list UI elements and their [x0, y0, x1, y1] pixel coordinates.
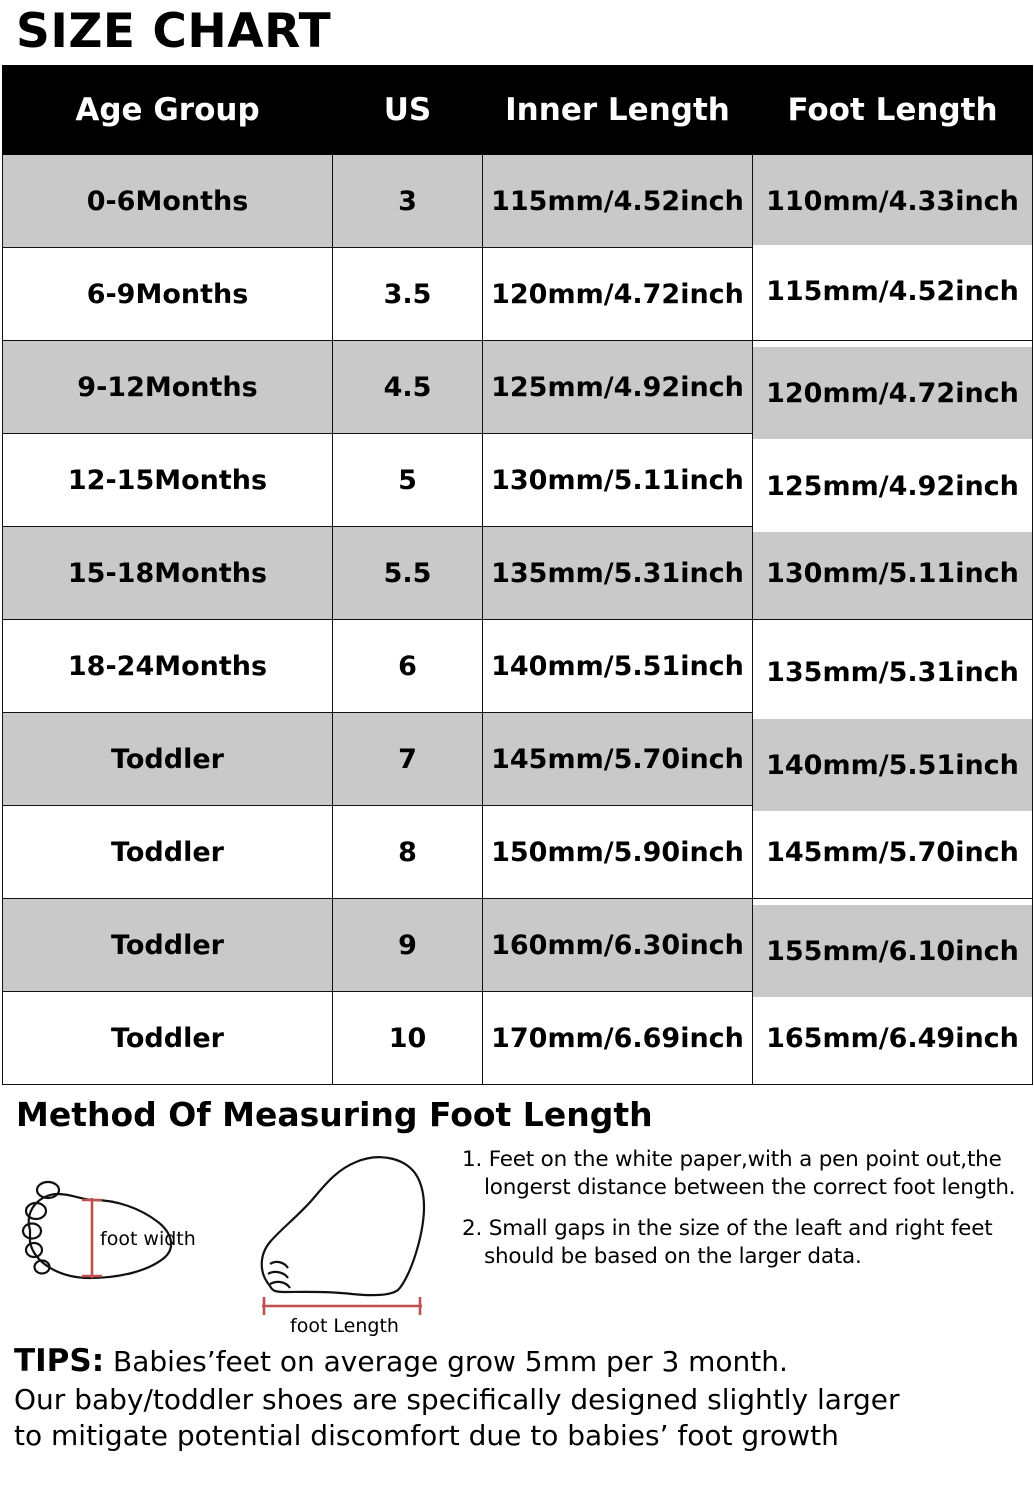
size-chart-table — [2, 65, 1033, 1085]
table-row — [3, 992, 1033, 1085]
instruction-step-2-line-2: should be based on the larger data. — [484, 1244, 862, 1270]
table-body — [3, 155, 1033, 1085]
cell-age-group: 18-24Months — [3, 620, 333, 713]
tips-line-1 — [14, 1342, 1032, 1382]
cell-us: 9 — [333, 899, 483, 992]
table-row — [3, 806, 1033, 899]
cell-foot-length: 155mm/6.10inch — [753, 905, 1033, 998]
cell-inner-length: 135mm/5.31inch — [483, 527, 753, 620]
column-header-inner-length: Inner Length — [483, 66, 753, 155]
foot-diagram-svg — [12, 1138, 462, 1338]
tips-section — [2, 1338, 1032, 1453]
instruction-step-2 — [462, 1215, 1024, 1272]
cell-us: 3 — [333, 155, 483, 248]
foot-width-arrow-icon — [82, 1198, 102, 1278]
foot-length-label: foot Length — [290, 1315, 399, 1337]
foot-length-diagram-icon — [262, 1157, 424, 1295]
cell-age-group: 9-12Months — [3, 341, 333, 434]
instruction-step-1-line-2: longerst distance between the correct foot length. — [484, 1175, 1016, 1201]
cell-age-group: 0-6Months — [3, 155, 333, 248]
cell-inner-length: 120mm/4.72inch — [483, 248, 753, 341]
method-section — [2, 1138, 1032, 1338]
cell-inner-length: 130mm/5.11inch — [483, 434, 753, 527]
cell-foot-length: 120mm/4.72inch — [753, 347, 1033, 440]
table-header-row — [3, 66, 1033, 155]
cell-age-group: 12-15Months — [3, 434, 333, 527]
cell-us: 3.5 — [333, 248, 483, 341]
measuring-instructions — [462, 1138, 1024, 1284]
cell-inner-length: 170mm/6.69inch — [483, 992, 753, 1085]
cell-age-group: Toddler — [3, 992, 333, 1085]
table-row — [3, 713, 1033, 806]
cell-us: 7 — [333, 713, 483, 806]
cell-age-group: Toddler — [3, 899, 333, 992]
table-row — [3, 620, 1033, 713]
table-row — [3, 899, 1033, 992]
cell-inner-length: 160mm/6.30inch — [483, 899, 753, 992]
cell-age-group: Toddler — [3, 806, 333, 899]
foot-length-arrow-icon — [262, 1297, 422, 1315]
page-title: SIZE CHART — [16, 4, 332, 59]
cell-foot-length: 110mm/4.33inch — [753, 155, 1033, 248]
tips-line-2: Our baby/toddler shoes are specifically designed slightly larger — [14, 1382, 900, 1416]
table-row — [3, 248, 1033, 341]
instruction-step-2-line-1: 2. Small gaps in the size of the leaft and right feet — [462, 1215, 993, 1241]
cell-foot-length: 145mm/5.70inch — [753, 806, 1033, 899]
cell-us: 5.5 — [333, 527, 483, 620]
tips-line-3: to mitigate potential discomfort due to babies’ foot growth — [14, 1418, 839, 1452]
table-row — [3, 341, 1033, 434]
column-header-age-group: Age Group — [3, 66, 333, 155]
foot-width-label: foot width — [100, 1228, 196, 1250]
cell-age-group: Toddler — [3, 713, 333, 806]
cell-inner-length: 115mm/4.52inch — [483, 155, 753, 248]
instruction-step-1-line-1: 1. Feet on the white paper,with a pen point out,the — [462, 1147, 1002, 1172]
cell-age-group: 6-9Months — [3, 248, 333, 341]
tips-label: TIPS: — [14, 1343, 105, 1379]
column-header-foot-length: Foot Length — [753, 66, 1033, 155]
foot-diagrams — [12, 1138, 462, 1338]
instruction-step-1 — [462, 1146, 1024, 1203]
tips-text-1: Babies’feet on average grow 5mm per 3 month. — [113, 1345, 788, 1378]
cell-us: 4.5 — [333, 341, 483, 434]
cell-us: 10 — [333, 992, 483, 1085]
table-row — [3, 155, 1033, 248]
cell-us: 5 — [333, 434, 483, 527]
cell-foot-length: 125mm/4.92inch — [753, 440, 1033, 533]
cell-inner-length: 125mm/4.92inch — [483, 341, 753, 434]
table-row — [3, 434, 1033, 527]
cell-foot-length: 135mm/5.31inch — [753, 626, 1033, 719]
cell-inner-length: 145mm/5.70inch — [483, 713, 753, 806]
cell-foot-length: 130mm/5.11inch — [753, 527, 1033, 620]
cell-inner-length: 150mm/5.90inch — [483, 806, 753, 899]
method-heading: Method Of Measuring Foot Length — [16, 1095, 653, 1134]
cell-foot-length: 140mm/5.51inch — [753, 719, 1033, 812]
cell-foot-length: 115mm/4.52inch — [753, 245, 1033, 338]
cell-inner-length: 140mm/5.51inch — [483, 620, 753, 713]
cell-foot-length: 165mm/6.49inch — [753, 992, 1033, 1085]
table-row — [3, 527, 1033, 620]
cell-us: 6 — [333, 620, 483, 713]
table-header — [3, 66, 1033, 155]
cell-us: 8 — [333, 806, 483, 899]
column-header-us: US — [333, 66, 483, 155]
cell-age-group: 15-18Months — [3, 527, 333, 620]
